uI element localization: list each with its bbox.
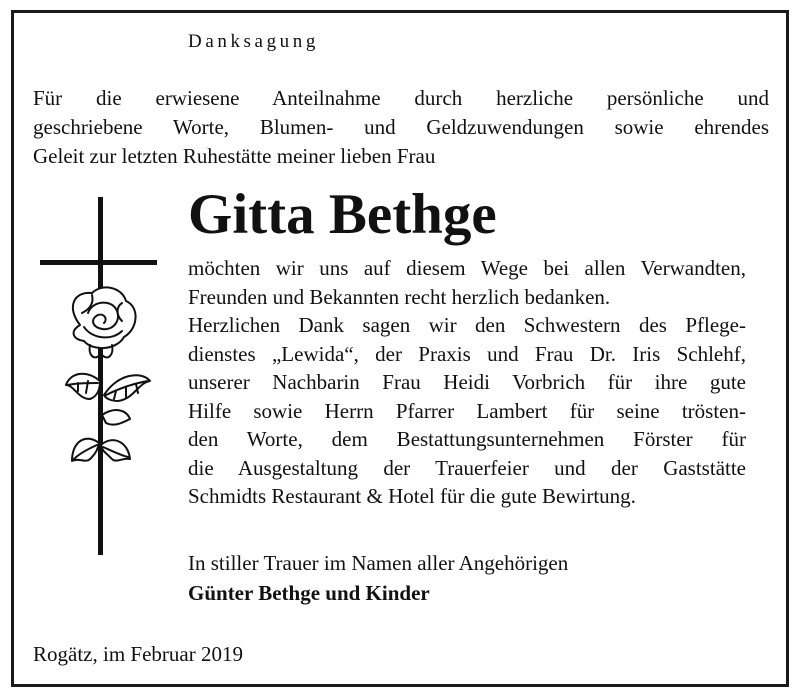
signature: Günter Bethge und Kinder bbox=[188, 581, 430, 605]
intro-line: Für die erwiesene Anteilnahme durch herzliche persönliche und bbox=[33, 86, 769, 110]
intro-paragraph bbox=[33, 84, 769, 171]
body-line: Hilfe sowie Herrn Pfarrer Lambert für seine trösten- bbox=[188, 398, 746, 423]
intro-line: geschriebene Worte, Blumen- und Geldzuwendungen sowie ehrendes bbox=[33, 115, 769, 139]
closing-line: In stiller Trauer im Namen aller Angehörigen bbox=[188, 551, 569, 575]
cross-rose-emblem bbox=[30, 195, 170, 560]
place-date: Rogätz, im Februar 2019 bbox=[33, 642, 243, 666]
body-line: den Worte, dem Bestattungsunternehmen Förster für bbox=[188, 427, 746, 451]
body-line: Herzlichen Dank sagen wir den Schwestern des Pflege- bbox=[188, 313, 746, 337]
body-line: Freunden und Bekannten recht herzlich bedanken. bbox=[188, 284, 611, 309]
intro-line: Geleit zur letzten Ruhestätte meiner lieben Frau bbox=[33, 144, 436, 168]
thanks-paragraph bbox=[188, 254, 746, 511]
body-line: Schmidts Restaurant & Hotel für die gute Bewirtung. bbox=[188, 484, 636, 508]
notice-heading: Danksagung bbox=[188, 31, 319, 52]
deceased-name: Gitta Bethge bbox=[188, 183, 497, 246]
body-line: unserer Nachbarin Frau Heidi Vorbrich für ihre gute bbox=[188, 370, 746, 394]
body-line: die Ausgestaltung der Trauerfeier und der Gaststätte bbox=[188, 455, 746, 480]
body-line: möchten wir uns auf diesem Wege bei allen Verwandten, bbox=[188, 256, 746, 280]
rose-icon bbox=[66, 287, 150, 495]
body-line: dienstes „Lewida“, der Praxis und Frau Dr. Iris Schlehf, bbox=[188, 341, 746, 366]
